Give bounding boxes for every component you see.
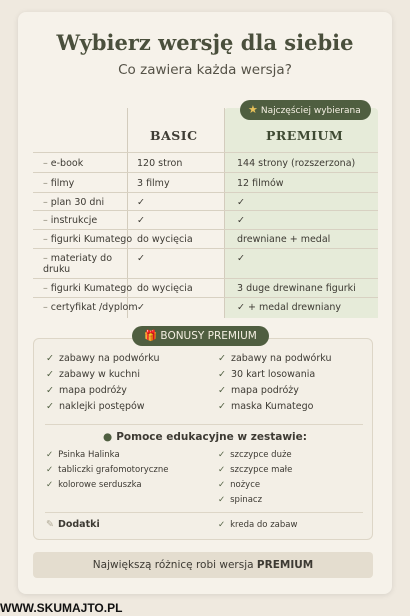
- row-basic-value: ✓: [137, 197, 145, 208]
- edu-item-label: szczypce małe: [230, 465, 293, 475]
- bonus-item: [218, 369, 315, 380]
- check-icon: ✓: [218, 480, 226, 490]
- edu-item: [218, 495, 262, 505]
- footer-prefix: Największą różnicę robi wersja: [92, 559, 254, 571]
- bonus-item: [46, 369, 140, 380]
- row-premium-value: ✓: [237, 253, 245, 264]
- site-watermark: WWW.SKUMAJTO.PL: [0, 601, 123, 615]
- edu-item: [46, 465, 169, 475]
- check-icon: ✓: [46, 401, 54, 412]
- check-icon: ✓: [218, 520, 226, 530]
- row-premium-value: 3 duge drewinane figurki: [237, 283, 356, 294]
- edu-item: [218, 480, 260, 490]
- bonus-label: BONUSY PREMIUM: [160, 330, 257, 342]
- extras-item: [218, 520, 297, 530]
- row-label: – materiaty do druku: [43, 253, 123, 275]
- row-premium-value: 12 filmów: [237, 178, 284, 189]
- extras-divider: [45, 512, 363, 513]
- table-row: [33, 278, 378, 297]
- bonus-divider: [45, 424, 363, 425]
- turtle-icon: ●: [103, 431, 113, 443]
- bonus-item: [218, 385, 299, 396]
- edu-item: [218, 450, 292, 460]
- table-row: [33, 297, 378, 316]
- row-basic-value: do wycięcia: [137, 283, 193, 294]
- edu-item-label: nożyce: [230, 480, 261, 490]
- bonus-header: [132, 326, 269, 346]
- bonus-item-label: zabawy na podwórku: [230, 353, 332, 364]
- check-icon: ✓: [46, 385, 54, 396]
- bonus-item: [46, 385, 127, 396]
- bonus-item-label: 30 kart losowania: [230, 369, 316, 380]
- row-label: – figurki Kumatego: [43, 234, 132, 245]
- check-icon: ✓: [46, 450, 54, 460]
- row-basic-value: do wycięcia: [137, 234, 193, 245]
- row-label: – plan 30 dni: [43, 197, 104, 208]
- check-icon: ✓: [46, 369, 54, 380]
- row-label: – instrukcje: [43, 215, 97, 226]
- row-premium-value: drewniane + medal: [237, 234, 331, 245]
- edu-item-label: szczypce duże: [230, 450, 292, 460]
- footer-banner: [33, 552, 373, 578]
- table-row: [33, 192, 378, 210]
- check-icon: ✓: [218, 401, 226, 412]
- row-basic-value: 120 stron: [137, 158, 183, 169]
- extras-label-row: [46, 519, 100, 530]
- edu-item: [46, 450, 120, 460]
- chalk-icon: ✎: [46, 519, 54, 530]
- bonus-item: [218, 353, 332, 364]
- table-row: [33, 210, 378, 229]
- table-row: [33, 152, 378, 172]
- bonus-item-label: mapa podróży: [230, 385, 299, 396]
- star-icon: ★: [248, 103, 258, 116]
- page-subtitle: Co zawiera każda wersja?: [118, 62, 292, 78]
- most-chosen-label: Najczęściej wybierana: [260, 106, 361, 116]
- bonus-item-label: naklejki postępów: [58, 401, 145, 412]
- bonus-item: [46, 353, 160, 364]
- bonus-item: [218, 401, 313, 412]
- row-premium-value: ✓: [237, 197, 245, 208]
- row-label: – e-book: [43, 158, 83, 169]
- edu-item-label: spinacz: [230, 495, 263, 505]
- most-chosen-badge: [240, 100, 371, 120]
- bonus-item-label: maska Kumatego: [230, 401, 314, 412]
- check-icon: ✓: [218, 385, 226, 396]
- check-icon: ✓: [46, 480, 54, 490]
- row-premium-value: 144 strony (rozszerzona): [237, 158, 356, 169]
- bonus-item-label: zabawy w kuchni: [58, 369, 140, 380]
- bonus-item-label: zabawy na podwórku: [58, 353, 160, 364]
- edu-item: [46, 480, 142, 490]
- extras-item-label: kreda do zabaw: [230, 520, 298, 530]
- extras-label: Dodatki: [57, 519, 100, 530]
- column-header-premium: PREMIUM: [266, 128, 344, 143]
- table-row: [33, 248, 378, 278]
- check-icon: ✓: [218, 450, 226, 460]
- table-row: [33, 172, 378, 192]
- bonus-item: [46, 401, 145, 412]
- row-basic-value: ✓: [137, 302, 145, 313]
- check-icon: ✓: [218, 369, 226, 380]
- edu-label: Pomoce edukacyjne w zestawie:: [116, 431, 307, 443]
- page-title: Wybierz wersję dla siebie: [56, 30, 354, 55]
- table-row: [33, 229, 378, 248]
- row-premium-value: ✓: [237, 215, 245, 226]
- row-label: – filmy: [43, 178, 74, 189]
- edu-header: [0, 431, 410, 443]
- check-icon: ✓: [218, 495, 226, 505]
- row-basic-value: ✓: [137, 215, 145, 226]
- column-header-basic: BASIC: [150, 128, 198, 143]
- edu-item-label: tabliczki grafomotoryczne: [58, 465, 169, 475]
- gift-icon: 🎁: [144, 330, 158, 342]
- check-icon: ✓: [46, 353, 54, 364]
- row-basic-value: ✓: [137, 253, 145, 264]
- edu-item-label: kolorowe serduszka: [58, 480, 142, 490]
- footer-highlight: PREMIUM: [256, 559, 314, 571]
- bonus-item-label: mapa podróży: [58, 385, 127, 396]
- edu-item-label: Psinka Halinka: [58, 450, 120, 460]
- row-basic-value: 3 filmy: [137, 178, 170, 189]
- check-icon: ✓: [218, 465, 226, 475]
- row-premium-value: ✓ + medal drewniany: [237, 302, 342, 313]
- row-label: – certyfikat /dyplom: [43, 302, 138, 313]
- row-label: – figurki Kumatego: [43, 283, 132, 294]
- check-icon: ✓: [218, 353, 226, 364]
- edu-item: [218, 465, 292, 475]
- check-icon: ✓: [46, 465, 54, 475]
